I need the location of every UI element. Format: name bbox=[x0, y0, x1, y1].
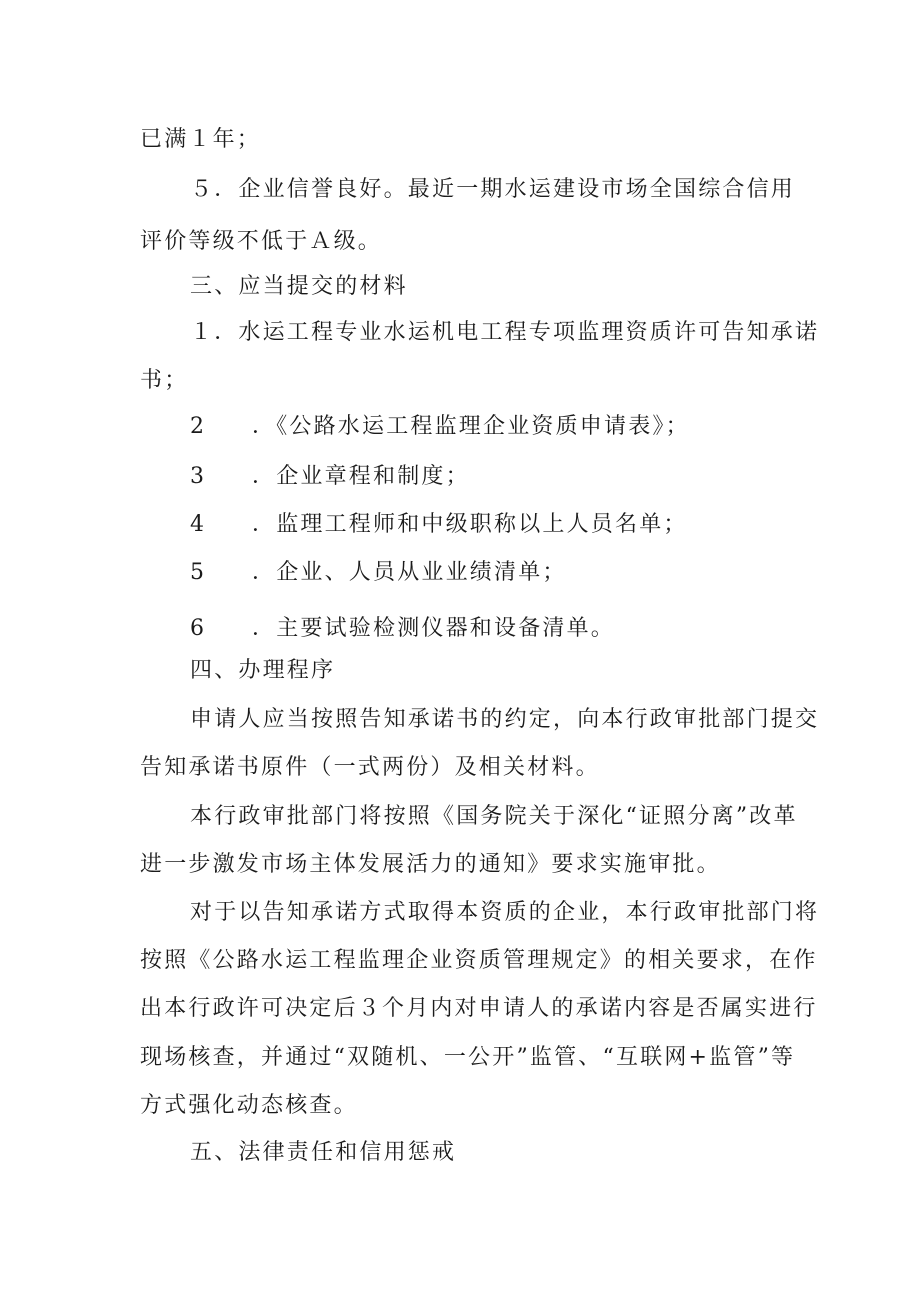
text-line: ５．企业信誉良好。最近一期水运建设市场全国综合信用 bbox=[190, 177, 796, 202]
text-line: 现场核查，并通过“双随机、一公开”监管、“互联网+监管”等 bbox=[140, 1045, 796, 1070]
section-heading: 四、办理程序 bbox=[190, 658, 336, 683]
section-heading: 五、法律责任和信用惩戒 bbox=[190, 1140, 457, 1165]
text-line: 出本行政许可决定后３个月内对申请人的承诺内容是否属实进行 bbox=[140, 996, 818, 1021]
text-line: 进一步激发市场主体发展活力的通知》要求实施审批。 bbox=[140, 852, 721, 877]
text-line: 方式强化动态核查。 bbox=[140, 1093, 358, 1118]
text-line: 本行政审批部门将按照《国务院关于深化“证照分离”改革 bbox=[190, 804, 798, 829]
section-heading: 三、应当提交的材料 bbox=[190, 274, 408, 299]
text-line: 告知承诺书原件（一式两份）及相关材料。 bbox=[140, 755, 600, 780]
list-item-text: ．企业、人员从业业绩清单； bbox=[252, 560, 567, 585]
text-line: １．水运工程专业水运机电工程专项监理资质许可告知承诺 bbox=[190, 320, 820, 345]
list-item-number: 6 bbox=[190, 616, 204, 641]
text-line: 对于以告知承诺方式取得本资质的企业，本行政审批部门将 bbox=[190, 900, 820, 925]
list-item-text: ．监理工程师和中级职称以上人员名单； bbox=[252, 512, 688, 537]
text-line: 书； bbox=[140, 368, 189, 393]
text-line: 已满１年； bbox=[140, 127, 262, 152]
list-item-text: ．企业章程和制度； bbox=[252, 464, 470, 489]
list-item-number: 2 bbox=[190, 414, 204, 439]
list-item-text: ．《公路水运工程监理企业资质申请表》； bbox=[252, 414, 690, 439]
list-item-number: 4 bbox=[190, 512, 204, 537]
list-item-number: 3 bbox=[190, 464, 204, 489]
text-line: 申请人应当按照告知承诺书的约定，向本行政审批部门提交 bbox=[190, 707, 820, 732]
text-line: 评价等级不低于Ａ级。 bbox=[140, 229, 383, 254]
list-item-number: 5 bbox=[190, 560, 204, 585]
text-line: 按照《公路水运工程监理企业资质管理规定》的相关要求，在作 bbox=[140, 948, 818, 973]
list-item-text: ．主要试验检测仪器和设备清单。 bbox=[252, 616, 616, 641]
